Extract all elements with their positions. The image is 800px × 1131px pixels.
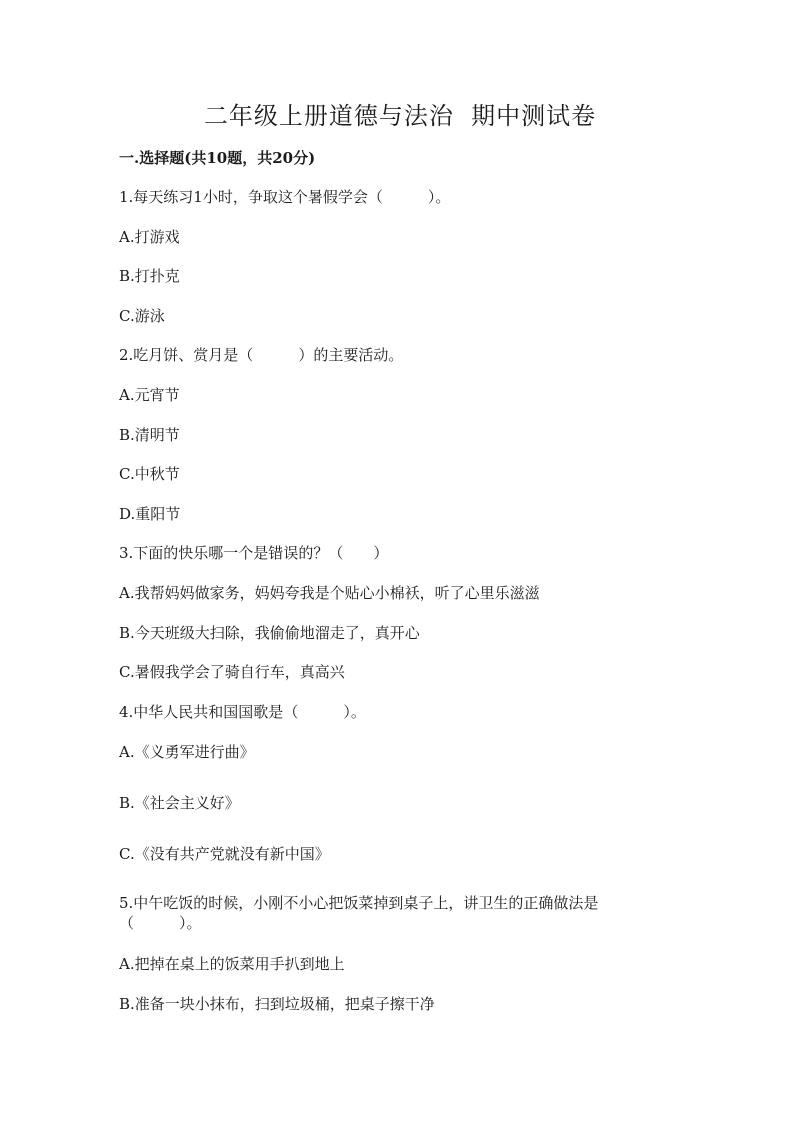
question-1-option-a: A.打游戏 [119, 228, 180, 246]
question-4-option-c: C.《没有共产党就没有新中国》 [119, 845, 330, 863]
question-3-option-c: C.暑假我学会了骑自行车，真高兴 [119, 663, 345, 681]
question-5-stem: 5.中午吃饭的时候，小刚不小心把饭菜掉到桌子上，讲卫生的正确做法是 [119, 894, 599, 912]
question-1-option-b: B.打扑克 [119, 267, 180, 285]
question-5-option-b: B.准备一块小抹布，扫到垃圾桶，把桌子擦干净 [119, 995, 435, 1013]
question-1-stem: 1.每天练习1小时，争取这个暑假学会（ ）。 [119, 188, 451, 206]
question-1-option-c: C.游泳 [119, 307, 165, 325]
question-3-stem: 3.下面的快乐哪一个是错误的？（ ） [119, 544, 389, 562]
question-4-stem: 4.中华人民共和国国歌是（ ）。 [119, 703, 366, 721]
question-4-option-b: B.《社会主义好》 [119, 794, 240, 812]
question-3-option-a: A.我帮妈妈做家务，妈妈夸我是个贴心小棉袄，听了心里乐滋滋 [119, 584, 540, 602]
page-title: 二年级上册道德与法治 期中测试卷 [203, 102, 597, 130]
question-4-option-a: A.《义勇军进行曲》 [119, 743, 255, 761]
question-2-option-c: C.中秋节 [119, 465, 180, 483]
question-2-option-b: B.清明节 [119, 426, 180, 444]
question-5-stem-continued: （ ）。 [119, 914, 202, 932]
section-heading: 一.选择题(共10题，共20分) [119, 149, 316, 167]
question-5-option-a: A.把掉在桌上的饭菜用手扒到地上 [119, 955, 345, 973]
question-2-option-d: D.重阳节 [119, 505, 181, 523]
question-3-option-b: B.今天班级大扫除，我偷偷地溜走了，真开心 [119, 624, 420, 642]
question-2-stem: 2.吃月饼、赏月是（ ）的主要活动。 [119, 346, 404, 364]
question-2-option-a: A.元宵节 [119, 386, 180, 404]
